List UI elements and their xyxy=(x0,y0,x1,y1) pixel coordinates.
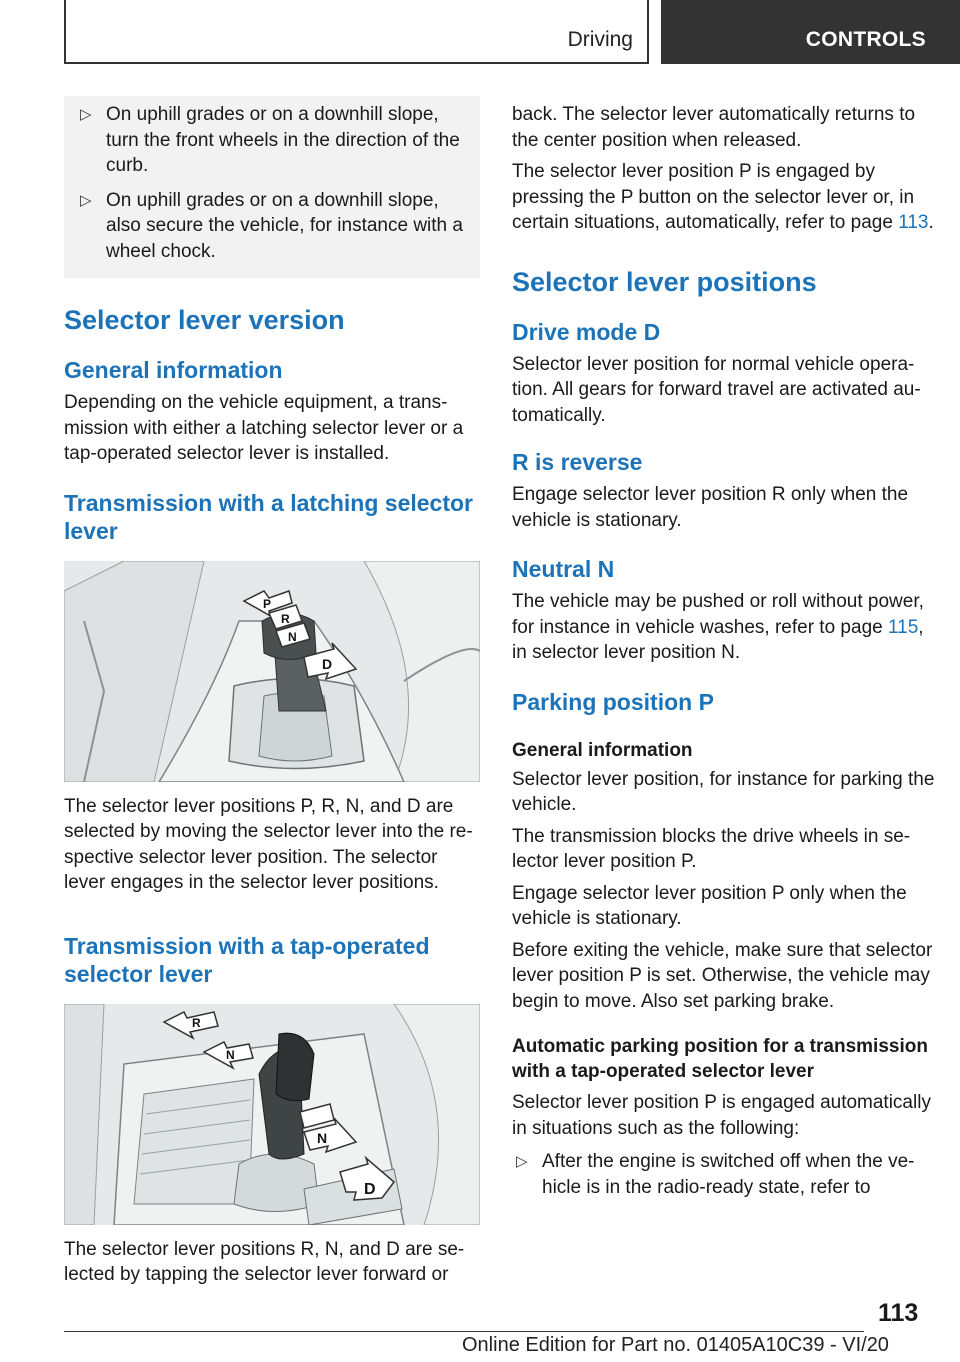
paragraph-tap: The selector lever positions R, N, and D are selected by tapping the selector lever forward or xyxy=(64,1238,465,1285)
paragraph-general-info: Depending on the vehicle equipment, a transmission with either a latching selector lever or a tap-operated selector lever is installed. xyxy=(64,392,464,464)
heading-tap: Transmission with a tap-operated selector lever xyxy=(64,932,430,987)
auto-bullet-item: ▷ After the engine is switched off when the vehicle is in the radio-ready state, refer to xyxy=(516,1151,915,1198)
heading-latching: Transmission with a latching selector lever xyxy=(64,489,474,544)
paragraph-park-1: Selector lever position, for instance for parking the vehicle. xyxy=(512,768,935,815)
paragraph-latching: The selector lever positions P, R, N, and D are selected by moving the selector lever into the respective selector lever position. The selector lever engages in the selector lever positions. xyxy=(64,795,473,893)
paragraph-neutral: The vehicle may be pushed or roll without power, for instance in vehicle washes, refer to page 115, in selector lever position N. xyxy=(512,591,924,663)
paragraph-park-2: The transmission blocks the drive wheels in selector lever position P. xyxy=(512,825,911,872)
right-column xyxy=(512,102,942,1200)
heading-neutral: Neutral N xyxy=(512,556,615,582)
fig2-label-r: R xyxy=(192,1015,201,1030)
fig1-label-d: D xyxy=(322,655,333,672)
paragraph-reverse: Engage selector lever position R only when the vehicle is stationary. xyxy=(512,484,909,531)
fig2-label-d: D xyxy=(364,1180,376,1198)
fig1-label-n: N xyxy=(288,629,297,644)
paragraph-p-button: The selector lever position P is engaged by pressing the P button on the selector lever or, in certain situations, automatically, refer to page 113. xyxy=(512,161,934,233)
paragraph-park-3: Engage selector lever position P only when the vehicle is stationary. xyxy=(512,882,907,929)
fig2-label-n: N xyxy=(317,1129,328,1146)
footer-edition: Online Edition for Part no. 01405A10C39 - VI/20 xyxy=(462,1334,889,1356)
note-box xyxy=(64,96,480,278)
tap-lever-illustration xyxy=(64,1004,480,1225)
fig1-label-r: R xyxy=(281,611,290,626)
triangle-bullet-icon: ▷ xyxy=(80,106,92,123)
latching-lever-illustration xyxy=(64,561,480,782)
paragraph-auto: Selector lever position P is engaged automatically in situations such as the following: xyxy=(512,1092,931,1139)
header-chapter-tab xyxy=(661,0,960,64)
header-section-label: Driving xyxy=(567,28,633,51)
left-column xyxy=(64,96,480,1288)
paragraph-drive: Selector lever position for normal vehicle operation. All gears for forward travel are activated automatically. xyxy=(512,353,921,426)
triangle-bullet-icon: ▷ xyxy=(516,1153,528,1170)
paragraph-continued: back. The selector lever automatically returns to the center position when released. xyxy=(512,104,916,151)
paragraph-park-4: Before exiting the vehicle, make sure that selector lever position P is set. Otherwise, the vehicle may begin to move. Also set parking brake. xyxy=(512,939,933,1012)
heading-selector-version: Selector lever version xyxy=(64,305,345,335)
note-item: ▷ On uphill grades or on a downhill slope, also secure the vehicle, for instance with a wheel chock. xyxy=(80,189,463,262)
heading-reverse: R is reverse xyxy=(512,449,643,475)
page-link-115[interactable]: 115 xyxy=(887,616,919,638)
fig2-label-n-top: N xyxy=(226,1047,235,1062)
figure-tap-lever xyxy=(64,1004,480,1225)
figure-latching-lever xyxy=(64,561,480,782)
page-link-113[interactable]: 113 xyxy=(898,212,929,233)
heading-general-info: General information xyxy=(64,357,283,383)
heading-positions: Selector lever positions xyxy=(512,266,817,297)
heading-drive: Drive mode D xyxy=(512,318,661,345)
subheading-general-info: General information xyxy=(512,739,693,761)
header-chapter-label: CONTROLS xyxy=(805,28,926,51)
page-number: 113 xyxy=(878,1299,919,1327)
subheading-auto-parking: Automatic parking position for a transmission with a tap-operated selector lever xyxy=(512,1036,928,1082)
heading-parking: Parking position P xyxy=(512,688,714,715)
triangle-bullet-icon: ▷ xyxy=(80,191,92,209)
footer-divider xyxy=(64,1331,864,1332)
header-section-tab xyxy=(64,0,649,64)
note-item: ▷ On uphill grades or on a downhill slope, turn the front wheels in the direction of the curb. xyxy=(80,104,460,176)
fig1-label-p: P xyxy=(263,596,272,611)
